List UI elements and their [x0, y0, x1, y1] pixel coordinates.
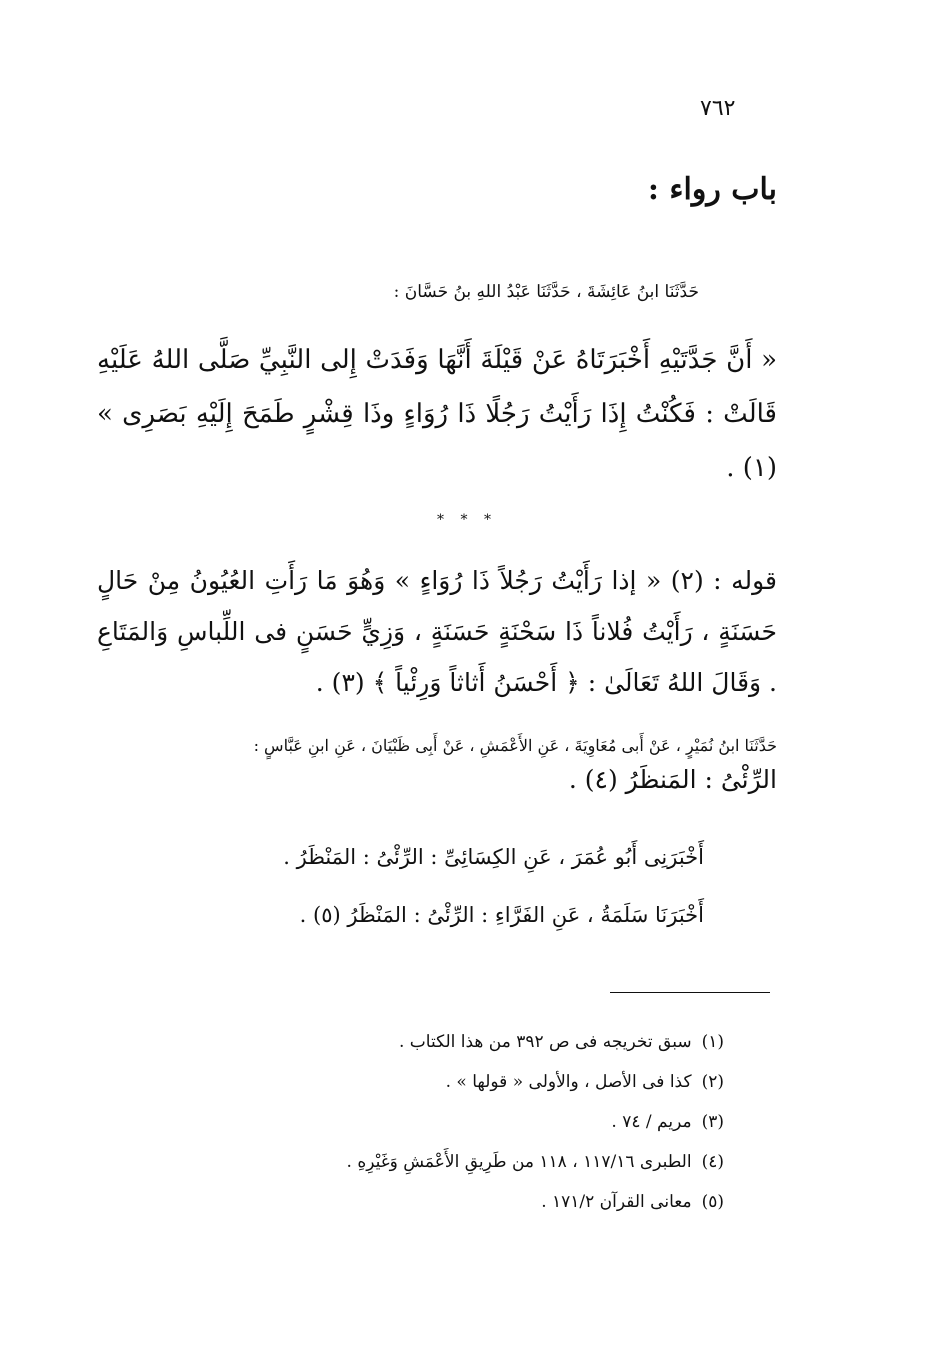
- footnotes-list: [124, 1022, 724, 1222]
- chapter-title: باب رواء :: [647, 172, 777, 207]
- footnote-text: معانى القرآن ١٧١/٢ .: [541, 1192, 692, 1212]
- chain-line-1: حَدَّثَنَا ابنُ نُمَيْرٍ ، عَنْ أَبى مُعَاوِيَةَ ، عَنِ الأَعْمَشِ ، عَنْ أَبِى ظَبْيَانَ ، عَنِ ابنِ عَبَّاسٍ :: [253, 736, 777, 755]
- chain-line-2: أَخْبَرَنِى أَبُو عُمَرَ ، عَنِ الكِسَائِىِّ : الرِّئْىُ : المَنْظَرُ .: [283, 845, 704, 869]
- footnote-text: سبق تخريجه فى ص ٣٩٢ من هذا الكتاب .: [398, 1032, 692, 1052]
- chain-line-3: أَخْبَرَنَا سَلَمَةُ ، عَنِ الفَرَّاءِ : الرِّئْىُ : المَنْظَرُ (٥) .: [299, 903, 704, 927]
- footnote-divider: [610, 992, 770, 993]
- footnote-number: (٢): [701, 1072, 724, 1092]
- footnote-item: [124, 1062, 724, 1102]
- footnote-item: [124, 1022, 724, 1062]
- chain-line-1-gloss: الرِّئْىُ : المَنظَرُ (٤) .: [568, 765, 777, 794]
- footnote-text: الطبرى ١١٧/١٦ ، ١١٨ من طَرِيقِ الأَعْمَشِ وَغَيْرِهِ .: [346, 1152, 692, 1172]
- footnote-number: (١): [701, 1032, 724, 1052]
- footnote-item: [124, 1102, 724, 1142]
- hadith-text: « أَنَّ جَدَّتَيْهِ أَخْبَرَتَاهُ عَنْ قَيْلَةَ أَنَّهَا وَفَدَتْ إِلى النَّبِيِّ صَلَّى اللهُ عَلَيْهِ قَالَتْ : فَكُنْتُ إِذَا رَأَيْتُ رَجُلًا ذَا رُوَاءٍ وذَا قِشْرٍ طَمَحَ إِلَيْهِ بَصَرِى » (١) .: [97, 345, 777, 483]
- page-number: ٧٦٢: [700, 96, 736, 121]
- chain-block: [97, 732, 777, 800]
- footnote-item: [124, 1182, 724, 1222]
- footnote-number: (٤): [701, 1152, 724, 1172]
- isnad-line: حَدَّثَنَا ابنُ عَائِشَةَ ، حَدَّثَنَا عَبْدُ اللهِ بنُ حَسَّانَ :: [393, 282, 699, 302]
- footnote-number: (٣): [701, 1112, 724, 1132]
- footnote-text: مريم / ٧٤ .: [611, 1112, 692, 1132]
- footnote-text: كذا فى الأصل ، والأولى « قولها » .: [445, 1072, 692, 1092]
- commentary-text: قوله : (٢) « إذا رَأَيْتُ رَجُلاً ذَا رُوَاءٍ » وَهُوَ مَا رَأَتِ العُيُونُ مِنْ حَالٍ حَسَنَةٍ ، رَأَيْتُ فُلاناً ذَا سَحْنَةٍ حَسَنَةٍ ، وَزِيٍّ حَسَنٍ فى اللِّباسِ وَالمَتَاعِ . وَقَالَ اللهُ تَعَالَىٰ : ﴿ أَحْسَنُ أَثاثاً وَرِئْياً ﴾ (٣) .: [97, 566, 777, 697]
- footnote-number: (٥): [701, 1192, 724, 1212]
- section-separator: * * *: [437, 512, 497, 528]
- footnote-item: [124, 1142, 724, 1182]
